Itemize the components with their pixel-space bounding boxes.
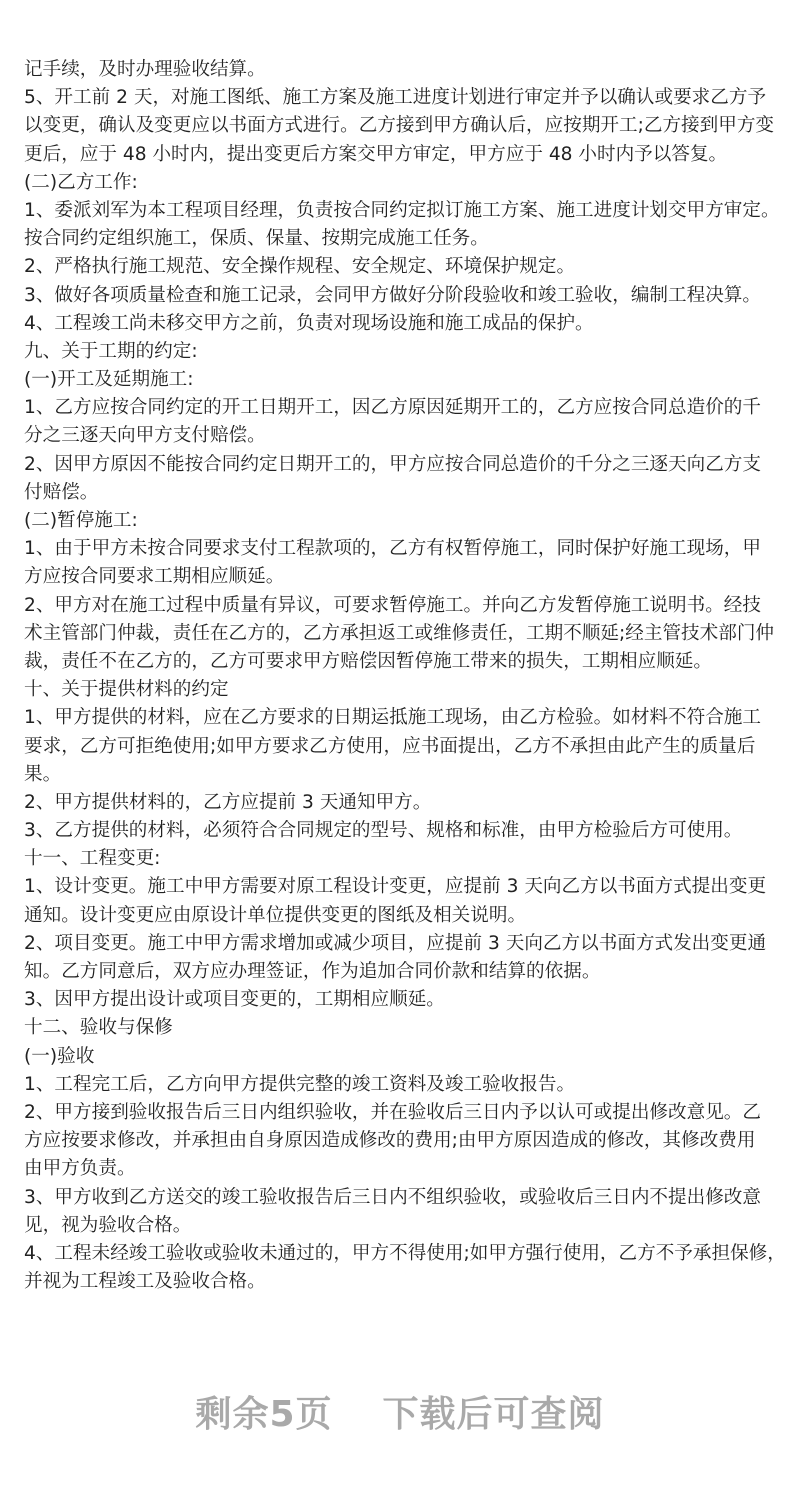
document-line: 并视为工程竣工及验收合格。 bbox=[24, 1271, 266, 1293]
document-line: 1、委派刘军为本工程项目经理，负责按合同约定拟订施工方案、施工进度计划交甲方审定。 bbox=[24, 199, 780, 221]
document-line: (二)暂停施工: bbox=[24, 510, 138, 531]
document-line: (二)乙方工作: bbox=[24, 171, 138, 193]
document-line: 由甲方负责。 bbox=[24, 1158, 136, 1180]
document-line: 1、甲方提供的材料，应在乙方要求的日期运抵施工现场，由乙方检验。如材料不符合施工 bbox=[24, 707, 761, 729]
document-line: 方应按要求修改，并承担由自身原因造成修改的费用;由甲方原因造成的修改，其修改费用 bbox=[24, 1130, 756, 1152]
document-line: 3、甲方收到乙方送交的竣工验收报告后三日内不组织验收，或验收后三日内不提出修改意 bbox=[24, 1186, 761, 1208]
document-line: 通知。设计变更应由原设计单位提供变更的图纸及相关说明。 bbox=[24, 904, 527, 926]
document-line: 1、乙方应按合同约定的开工日期开工，因乙方原因延期开工的，乙方应按合同总造价的千 bbox=[24, 397, 761, 419]
document-line: 九、关于工期的约定: bbox=[24, 340, 198, 362]
document-line: 分之三逐天向甲方支付赔偿。 bbox=[24, 425, 266, 447]
document-line: 十二、验收与保修 bbox=[24, 1017, 173, 1039]
document-line: 2、甲方对在施工过程中质量有异议，可要求暂停施工。并向乙方发暂停施工说明书。经技 bbox=[24, 594, 761, 616]
document-line: (一)开工及延期施工: bbox=[24, 369, 194, 391]
document-line: 果。 bbox=[24, 763, 62, 785]
document-line: 更后，应于 48 小时内，提出变更后方案交甲方审定，甲方应于 48 小时内予以答复。 bbox=[24, 143, 728, 165]
document-line: 要求，乙方可拒绝使用;如甲方要求乙方使用，应书面提出，乙方不承担由此产生的质量后 bbox=[24, 735, 756, 757]
document-line: 术主管部门仲裁，责任在乙方的，乙方承担返工或维修责任，工期不顺延;经主管技术部门仲 bbox=[24, 622, 775, 644]
document-line: 裁，责任不在乙方的，乙方可要求甲方赔偿因暂停施工带来的损失，工期相应顺延。 bbox=[24, 650, 712, 672]
document-line: 2、项目变更。施工中甲方需求增加或减少项目，应提前 3 天向乙方以书面方式发出变更通 bbox=[24, 932, 767, 954]
document-line: 2、严格执行施工规范、安全操作规程、安全规定、环境保护规定。 bbox=[24, 256, 576, 278]
document-line: 付赔偿。 bbox=[24, 481, 99, 503]
document-body bbox=[24, 56, 784, 1296]
document-line: 3、乙方提供的材料，必须符合合同规定的型号、规格和标准，由甲方检验后方可使用。 bbox=[24, 820, 743, 842]
document-line: 按合同约定组织施工，保质、保量、按期完成施工任务。 bbox=[24, 228, 489, 250]
document-line: 5、开工前 2 天，对施工图纸、施工方案及施工进度计划进行审定并予以确认或要求乙方予 bbox=[24, 87, 767, 109]
document-line: 知。乙方同意后，双方应办理签证，作为追加合同价款和结算的依据。 bbox=[24, 961, 601, 982]
document-line: 2、甲方接到验收报告后三日内组织验收，并在验收后三日内予以认可或提出修改意见。乙 bbox=[24, 1101, 761, 1123]
document-line: 3、做好各项质量检查和施工记录，会同甲方做好分阶段验收和竣工验收，编制工程决算。 bbox=[24, 284, 761, 306]
document-line: 记手续，及时办理验收结算。 bbox=[24, 59, 266, 80]
download-to-view-label[interactable]: 下载后可查阅 bbox=[382, 1394, 605, 1435]
document-line: 见，视为验收合格。 bbox=[24, 1214, 192, 1236]
document-line: 4、工程竣工尚未移交甲方之前，负责对现场设施和施工成品的保护。 bbox=[24, 312, 594, 334]
document-line: 2、因甲方原因不能按合同约定日期开工的，甲方应按合同总造价的千分之三逐天向乙方支 bbox=[24, 453, 761, 475]
document-line: 4、工程未经竣工验收或验收未通过的，甲方不得使用;如甲方强行使用，乙方不予承担保修， bbox=[24, 1242, 786, 1264]
document-line: 十、关于提供材料的约定 bbox=[24, 679, 229, 701]
document-line: 2、甲方提供材料的，乙方应提前 3 天通知甲方。 bbox=[24, 791, 432, 813]
document-line: 1、工程完工后，乙方向甲方提供完整的竣工资料及竣工验收报告。 bbox=[24, 1073, 576, 1095]
document-line: 1、设计变更。施工中甲方需要对原工程设计变更，应提前 3 天向乙方以书面方式提出变更 bbox=[24, 876, 767, 898]
document-line: 方应按合同要求工期相应顺延。 bbox=[24, 566, 285, 588]
document-line: (一)验收 bbox=[24, 1045, 95, 1067]
remaining-pages-label: 剩余5页 bbox=[195, 1394, 333, 1435]
document-line: 3、因甲方提出设计或项目变更的，工期相应顺延。 bbox=[24, 989, 445, 1011]
document-line: 十一、工程变更: bbox=[24, 848, 161, 870]
document-line: 以变更，确认及变更应以书面方式进行。乙方接到甲方确认后，应按期开工;乙方接到甲方变 bbox=[24, 115, 775, 137]
document-line: 1、由于甲方未按合同要求支付工程款项的，乙方有权暂停施工，同时保护好施工现场，甲 bbox=[24, 538, 761, 560]
download-prompt[interactable] bbox=[0, 1386, 800, 1437]
